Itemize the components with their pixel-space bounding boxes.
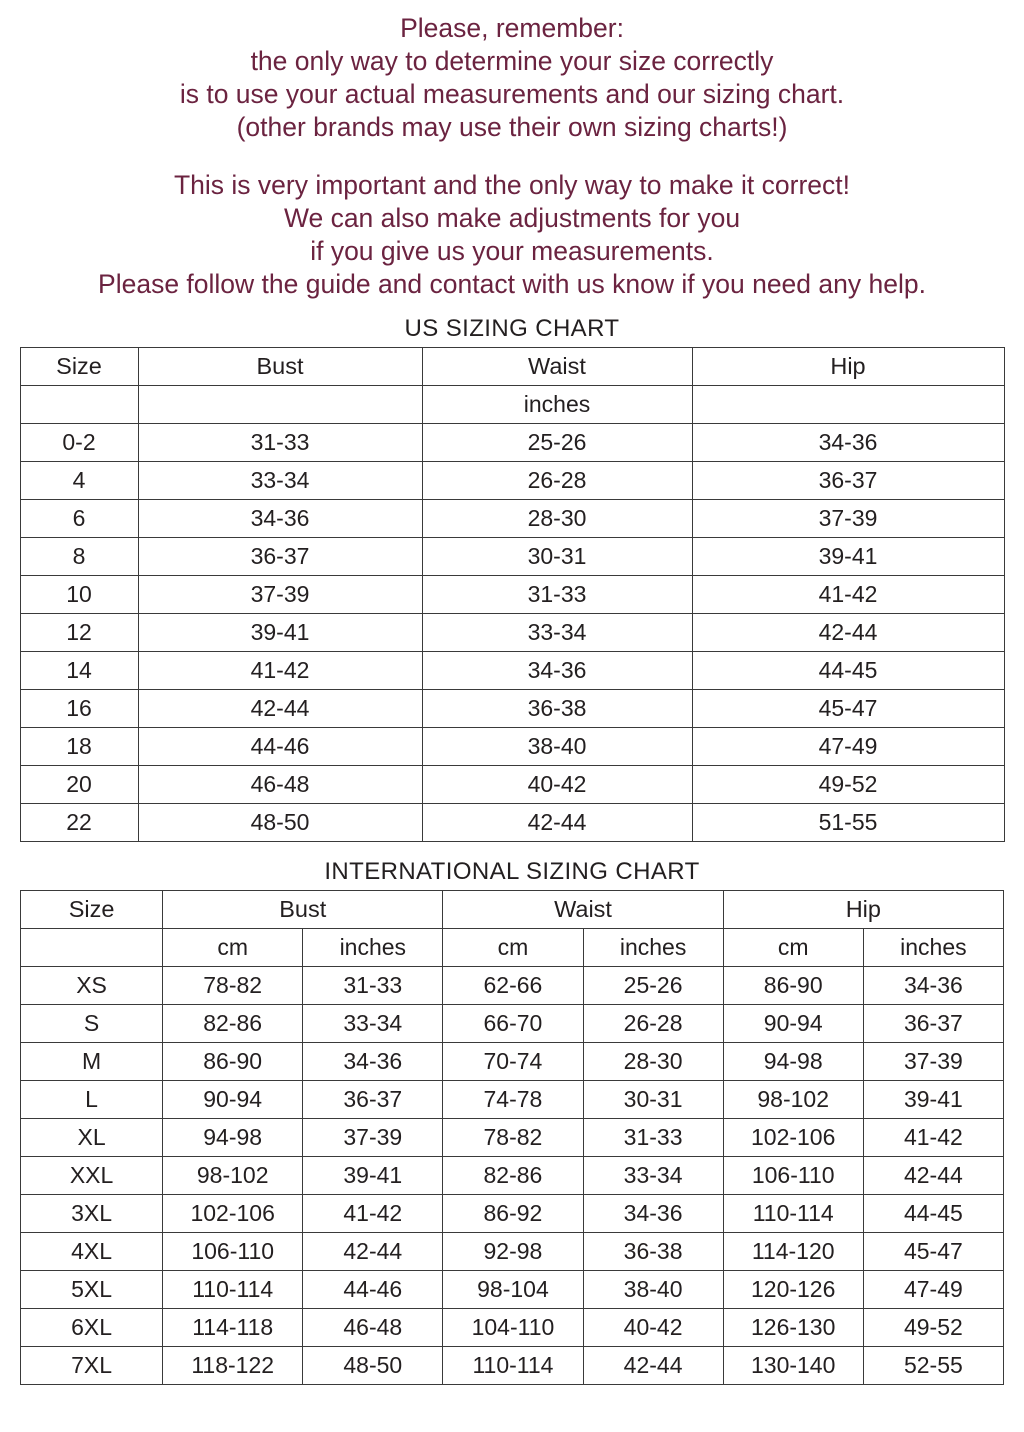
intl-cell-bust-cm: 110-114 xyxy=(163,1270,303,1308)
us-unit-hip xyxy=(692,385,1004,423)
table-row xyxy=(20,613,1004,651)
table-row xyxy=(21,1346,1004,1384)
us-unit-waist: inches xyxy=(422,385,692,423)
intl-unit-size xyxy=(21,928,163,966)
us-header-waist: Waist xyxy=(422,347,692,385)
intl-cell-bust-cm: 82-86 xyxy=(163,1004,303,1042)
intl-cell-bust-in: 36-37 xyxy=(303,1080,443,1118)
us-cell-hip: 47-49 xyxy=(692,727,1004,765)
table-row xyxy=(20,499,1004,537)
intl-cell-waist-in: 31-33 xyxy=(583,1118,723,1156)
us-cell-bust: 37-39 xyxy=(138,575,422,613)
table-row xyxy=(20,651,1004,689)
table-row xyxy=(21,1194,1004,1232)
intl-cell-hip-cm: 114-120 xyxy=(723,1232,863,1270)
intl-cell-bust-in: 46-48 xyxy=(303,1308,443,1346)
intl-cell-waist-cm: 74-78 xyxy=(443,1080,583,1118)
intl-cell-waist-in: 30-31 xyxy=(583,1080,723,1118)
intl-cell-waist-in: 34-36 xyxy=(583,1194,723,1232)
table-unit-row xyxy=(20,385,1004,423)
note-line-1: Please, remember: xyxy=(400,13,624,43)
us-cell-waist: 25-26 xyxy=(422,423,692,461)
intl-cell-waist-cm: 92-98 xyxy=(443,1232,583,1270)
intl-cell-hip-in: 37-39 xyxy=(863,1042,1003,1080)
us-cell-waist: 30-31 xyxy=(422,537,692,575)
intl-cell-hip-in: 47-49 xyxy=(863,1270,1003,1308)
note-line-6: We can also make adjustments for you xyxy=(283,203,741,234)
us-cell-hip: 36-37 xyxy=(692,461,1004,499)
us-sizing-table xyxy=(20,347,1005,842)
us-cell-waist: 38-40 xyxy=(422,727,692,765)
us-cell-waist: 28-30 xyxy=(422,499,692,537)
intl-cell-bust-in: 48-50 xyxy=(303,1346,443,1384)
us-cell-size: 12 xyxy=(20,613,138,651)
table-row xyxy=(21,1042,1004,1080)
us-header-bust: Bust xyxy=(138,347,422,385)
table-row xyxy=(21,1004,1004,1042)
us-cell-size: 8 xyxy=(20,537,138,575)
intl-cell-waist-in: 28-30 xyxy=(583,1042,723,1080)
intl-cell-hip-cm: 126-130 xyxy=(723,1308,863,1346)
us-cell-hip: 49-52 xyxy=(692,765,1004,803)
intl-cell-size: 6XL xyxy=(21,1308,163,1346)
us-cell-waist: 36-38 xyxy=(422,689,692,727)
intl-cell-bust-in: 33-34 xyxy=(303,1004,443,1042)
intl-cell-bust-cm: 98-102 xyxy=(163,1156,303,1194)
table-row xyxy=(20,423,1004,461)
intl-cell-waist-in: 33-34 xyxy=(583,1156,723,1194)
table-row xyxy=(21,1156,1004,1194)
intl-cell-bust-cm: 118-122 xyxy=(163,1346,303,1384)
intl-cell-size: 5XL xyxy=(21,1270,163,1308)
us-cell-hip: 44-45 xyxy=(692,651,1004,689)
table-row xyxy=(21,1080,1004,1118)
us-cell-size: 4 xyxy=(20,461,138,499)
intl-cell-waist-cm: 78-82 xyxy=(443,1118,583,1156)
intl-cell-hip-in: 52-55 xyxy=(863,1346,1003,1384)
intl-cell-hip-in: 49-52 xyxy=(863,1308,1003,1346)
us-cell-waist: 26-28 xyxy=(422,461,692,499)
us-cell-hip: 45-47 xyxy=(692,689,1004,727)
intl-cell-bust-in: 37-39 xyxy=(303,1118,443,1156)
intl-cell-waist-cm: 70-74 xyxy=(443,1042,583,1080)
intl-cell-hip-cm: 110-114 xyxy=(723,1194,863,1232)
us-cell-waist: 31-33 xyxy=(422,575,692,613)
intl-cell-waist-in: 40-42 xyxy=(583,1308,723,1346)
table-row xyxy=(21,1232,1004,1270)
us-cell-bust: 39-41 xyxy=(138,613,422,651)
intl-cell-hip-in: 42-44 xyxy=(863,1156,1003,1194)
table-row xyxy=(20,537,1004,575)
intl-cell-hip-in: 36-37 xyxy=(863,1004,1003,1042)
intl-cell-hip-cm: 98-102 xyxy=(723,1080,863,1118)
intl-cell-waist-cm: 62-66 xyxy=(443,966,583,1004)
intl-unit-bust-cm: cm xyxy=(163,928,303,966)
us-header-hip: Hip xyxy=(692,347,1004,385)
us-cell-bust: 48-50 xyxy=(138,803,422,841)
us-cell-bust: 41-42 xyxy=(138,651,422,689)
us-header-size: Size xyxy=(20,347,138,385)
us-cell-size: 16 xyxy=(20,689,138,727)
table-header-row xyxy=(20,347,1004,385)
us-cell-hip: 37-39 xyxy=(692,499,1004,537)
us-cell-bust: 31-33 xyxy=(138,423,422,461)
intl-cell-waist-cm: 104-110 xyxy=(443,1308,583,1346)
intl-cell-bust-in: 44-46 xyxy=(303,1270,443,1308)
intl-cell-size: M xyxy=(21,1042,163,1080)
intl-cell-bust-cm: 106-110 xyxy=(163,1232,303,1270)
intl-cell-waist-in: 42-44 xyxy=(583,1346,723,1384)
intl-cell-hip-cm: 102-106 xyxy=(723,1118,863,1156)
intl-cell-waist-cm: 66-70 xyxy=(443,1004,583,1042)
table-row xyxy=(20,461,1004,499)
intl-cell-waist-cm: 82-86 xyxy=(443,1156,583,1194)
intl-cell-hip-in: 39-41 xyxy=(863,1080,1003,1118)
us-cell-size: 0-2 xyxy=(20,423,138,461)
us-chart-title: US SIZING CHART xyxy=(404,314,620,342)
note-line-4: (other brands may use their own sizing charts!) xyxy=(236,111,788,142)
us-cell-hip: 51-55 xyxy=(692,803,1004,841)
intl-chart-title: INTERNATIONAL SIZING CHART xyxy=(324,857,700,885)
intl-cell-hip-cm: 106-110 xyxy=(723,1156,863,1194)
intl-cell-waist-in: 26-28 xyxy=(583,1004,723,1042)
note-line-3: is to use your actual measurements and our sizing chart. xyxy=(179,78,845,109)
us-unit-bust xyxy=(138,385,422,423)
intl-cell-bust-in: 34-36 xyxy=(303,1042,443,1080)
note-line-7: if you give us your measurements. xyxy=(310,236,714,267)
intl-cell-waist-cm: 86-92 xyxy=(443,1194,583,1232)
us-cell-bust: 33-34 xyxy=(138,461,422,499)
table-row xyxy=(20,803,1004,841)
us-cell-hip: 34-36 xyxy=(692,423,1004,461)
intl-cell-bust-cm: 90-94 xyxy=(163,1080,303,1118)
us-cell-size: 18 xyxy=(20,727,138,765)
table-row xyxy=(21,966,1004,1004)
intl-header-hip: Hip xyxy=(723,890,1003,928)
intl-cell-hip-in: 34-36 xyxy=(863,966,1003,1004)
note-spacer xyxy=(0,143,1024,169)
intl-cell-hip-in: 45-47 xyxy=(863,1232,1003,1270)
intl-cell-hip-cm: 130-140 xyxy=(723,1346,863,1384)
note-line-8: Please follow the guide and contact with us know if you need any help. xyxy=(98,269,926,300)
intl-cell-size: 7XL xyxy=(21,1346,163,1384)
us-cell-hip: 42-44 xyxy=(692,613,1004,651)
intl-cell-size: L xyxy=(21,1080,163,1118)
us-cell-hip: 41-42 xyxy=(692,575,1004,613)
intl-cell-waist-in: 36-38 xyxy=(583,1232,723,1270)
us-cell-bust: 36-37 xyxy=(138,537,422,575)
intl-cell-size: XXL xyxy=(21,1156,163,1194)
us-cell-waist: 40-42 xyxy=(422,765,692,803)
note-line-2: the only way to determine your size correctly xyxy=(250,45,774,76)
us-cell-waist: 34-36 xyxy=(422,651,692,689)
us-cell-size: 10 xyxy=(20,575,138,613)
intl-cell-bust-in: 39-41 xyxy=(303,1156,443,1194)
us-cell-size: 6 xyxy=(20,499,138,537)
us-cell-bust: 42-44 xyxy=(138,689,422,727)
intl-cell-waist-cm: 98-104 xyxy=(443,1270,583,1308)
intl-cell-bust-in: 41-42 xyxy=(303,1194,443,1232)
us-cell-bust: 46-48 xyxy=(138,765,422,803)
us-cell-waist: 33-34 xyxy=(422,613,692,651)
intl-cell-size: 3XL xyxy=(21,1194,163,1232)
intl-cell-bust-cm: 86-90 xyxy=(163,1042,303,1080)
us-unit-size xyxy=(20,385,138,423)
intl-unit-waist-cm: cm xyxy=(443,928,583,966)
intl-cell-bust-in: 42-44 xyxy=(303,1232,443,1270)
intl-cell-hip-cm: 86-90 xyxy=(723,966,863,1004)
intl-cell-bust-cm: 102-106 xyxy=(163,1194,303,1232)
us-cell-size: 20 xyxy=(20,765,138,803)
intl-unit-bust-inches: inches xyxy=(303,928,443,966)
intl-cell-waist-in: 38-40 xyxy=(583,1270,723,1308)
intl-unit-hip-inches: inches xyxy=(863,928,1003,966)
intl-unit-waist-inches: inches xyxy=(583,928,723,966)
us-cell-bust: 34-36 xyxy=(138,499,422,537)
intl-cell-waist-in: 25-26 xyxy=(583,966,723,1004)
intro-note xyxy=(0,0,1024,301)
intl-cell-bust-in: 31-33 xyxy=(303,966,443,1004)
us-cell-size: 22 xyxy=(20,803,138,841)
intl-cell-hip-in: 44-45 xyxy=(863,1194,1003,1232)
table-row xyxy=(21,1270,1004,1308)
international-sizing-table xyxy=(20,890,1004,1385)
table-row xyxy=(20,765,1004,803)
intl-header-bust: Bust xyxy=(163,890,443,928)
table-row xyxy=(21,1308,1004,1346)
intl-cell-bust-cm: 114-118 xyxy=(163,1308,303,1346)
us-cell-hip: 39-41 xyxy=(692,537,1004,575)
intl-cell-size: 4XL xyxy=(21,1232,163,1270)
table-row xyxy=(20,689,1004,727)
intl-cell-hip-cm: 90-94 xyxy=(723,1004,863,1042)
intl-cell-size: S xyxy=(21,1004,163,1042)
intl-header-waist: Waist xyxy=(443,890,723,928)
intl-header-size: Size xyxy=(21,890,163,928)
us-cell-size: 14 xyxy=(20,651,138,689)
intl-cell-bust-cm: 94-98 xyxy=(163,1118,303,1156)
us-cell-bust: 44-46 xyxy=(138,727,422,765)
intl-cell-hip-cm: 94-98 xyxy=(723,1042,863,1080)
intl-cell-waist-cm: 110-114 xyxy=(443,1346,583,1384)
table-row xyxy=(20,575,1004,613)
intl-cell-hip-in: 41-42 xyxy=(863,1118,1003,1156)
intl-unit-hip-cm: cm xyxy=(723,928,863,966)
table-row xyxy=(21,1118,1004,1156)
intl-cell-hip-cm: 120-126 xyxy=(723,1270,863,1308)
note-line-5: This is very important and the only way to make it correct! xyxy=(173,170,850,201)
us-cell-waist: 42-44 xyxy=(422,803,692,841)
table-header-row xyxy=(21,890,1004,928)
table-row xyxy=(20,727,1004,765)
intl-cell-size: XS xyxy=(21,966,163,1004)
table-unit-row xyxy=(21,928,1004,966)
intl-cell-bust-cm: 78-82 xyxy=(163,966,303,1004)
intl-cell-size: XL xyxy=(21,1118,163,1156)
